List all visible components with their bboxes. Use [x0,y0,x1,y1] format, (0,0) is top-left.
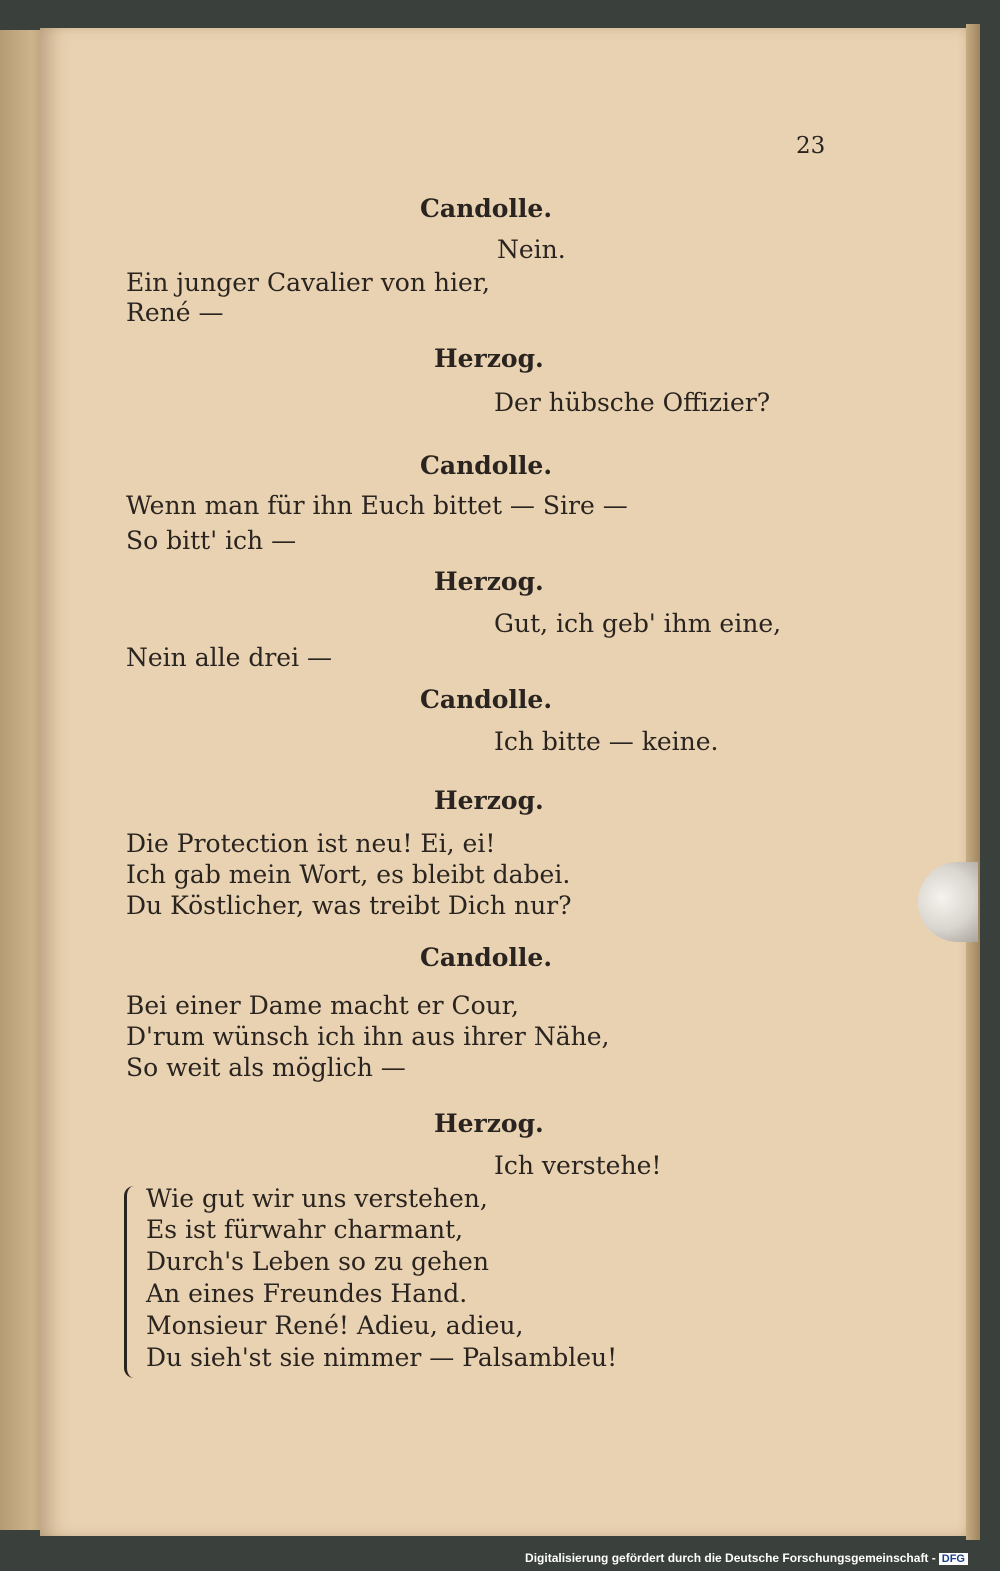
verse-line: Wie gut wir uns verstehen, [146,1184,488,1213]
verse-line: Monsieur René! Adieu, adieu, [146,1311,524,1340]
verse-line: D'rum wünsch ich ihn aus ihrer Nähe, [126,1022,610,1051]
verse-line: An eines Freundes Hand. [146,1279,468,1308]
verse-line: Ein junger Cavalier von hier, [126,268,490,297]
verse-line: Der hübsche Offizier? [494,388,771,417]
verse-line: Du Köstlicher, was treibt Dich nur? [126,891,572,920]
speaker-heading: Candolle. [420,451,553,480]
verse-line: Bei einer Dame macht er Cour, [126,991,519,1020]
verse-line: Wenn man für ihn Euch bittet — Sire — [126,491,628,520]
verse-line: So bitt' ich — [126,526,297,555]
verse-line: Ich verstehe! [494,1151,662,1180]
verse-line: So weit als möglich — [126,1053,406,1082]
speaker-heading: Candolle. [420,194,553,223]
verse-line: Gut, ich geb' ihm eine, [494,609,782,638]
speaker-heading: Herzog. [434,344,544,373]
verse-line: Nein. [497,235,566,264]
verse-line: Ich gab mein Wort, es bleibt dabei. [126,860,571,889]
credit-text: Digitalisierung gefördert durch die Deutsche Forschungsgemeinschaft - [525,1551,936,1565]
verse-line: Du sieh'st sie nimmer — Palsambleu! [146,1343,618,1372]
verse-line: Ich bitte — keine. [494,727,719,756]
right-page-edge [966,24,980,1540]
speaker-heading: Candolle. [420,685,553,714]
digitization-credit [525,1551,968,1565]
verse-line: Nein alle drei — [126,643,333,672]
page-number: 23 [796,133,826,159]
speaker-heading: Herzog. [434,786,544,815]
dfg-logo: DFG [939,1553,968,1565]
speaker-heading: Candolle. [420,943,553,972]
verse-line: Durch's Leben so zu gehen [146,1247,489,1276]
verse-line: Die Protection ist neu! Ei, ei! [126,829,496,858]
verse-brace [124,1186,141,1378]
speaker-heading: Herzog. [434,1109,544,1138]
speaker-heading: Herzog. [434,567,544,596]
verse-line: Es ist fürwahr charmant, [146,1215,464,1244]
verse-line: René — [126,298,224,327]
